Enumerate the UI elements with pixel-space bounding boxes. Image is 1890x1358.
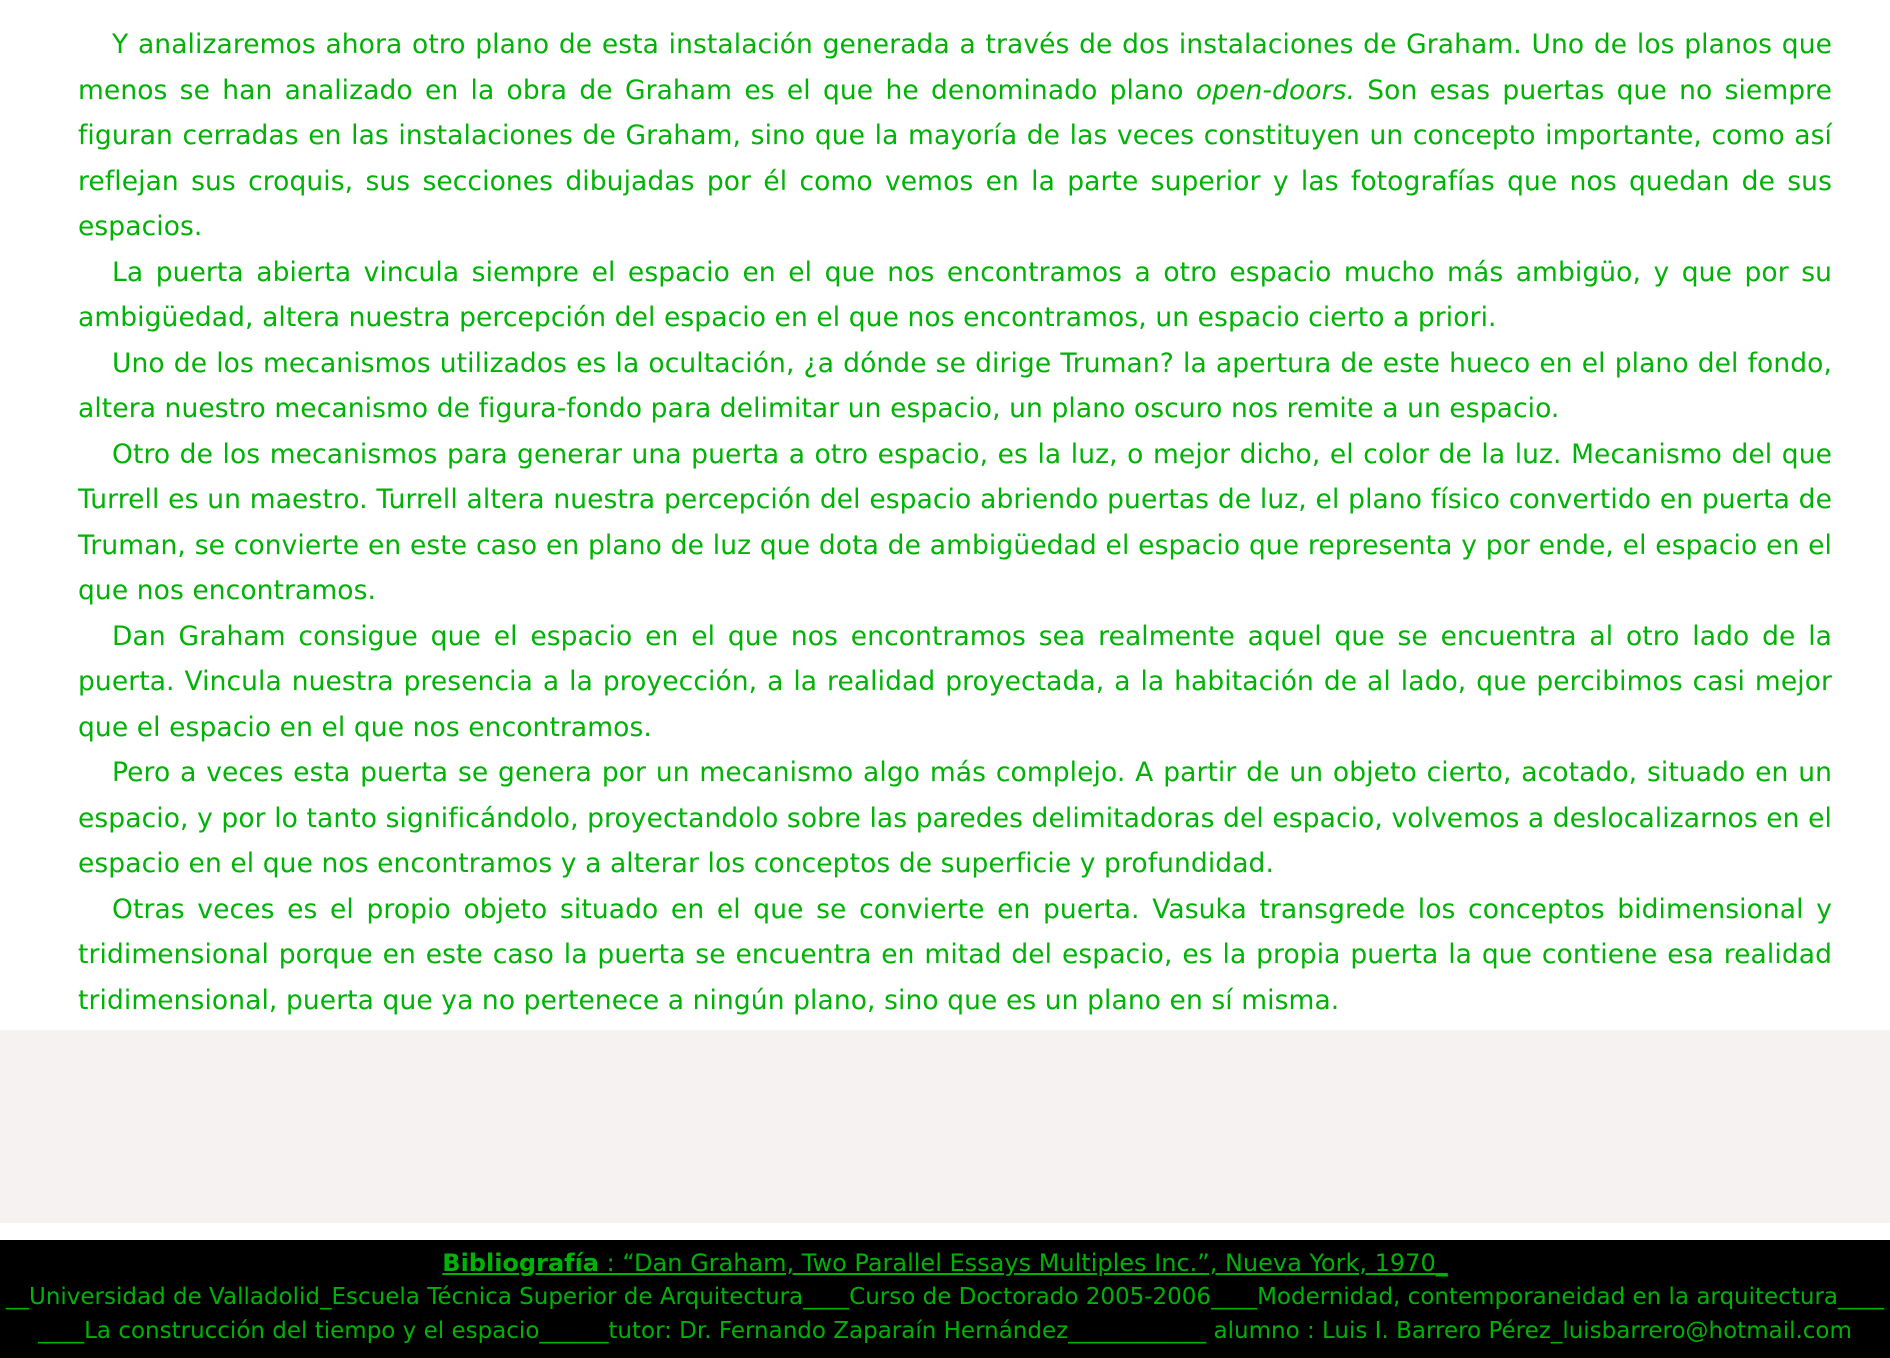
footer-institution-line: __Universidad de Valladolid_Escuela Técnica Superior de Arquitectura____Curso de Doctorado 2005-2006____Modernidad, contemporaneidad en la arquitectura____ xyxy=(5,1284,1884,1310)
footer-author-line: ____La construcción del tiempo y el espacio______tutor: Dr. Fernando Zaparaín Hernández____________ alumno : Luis I. Barrero Pérez_luisbarrero@hotmail.com xyxy=(38,1318,1852,1344)
paragraph-3: Uno de los mecanismos utilizados es la ocultación, ¿a dónde se dirige Truman? la apertura de este hueco en el plano del fondo, altera nuestro mecanismo de figura-fondo para delimitar un espacio, un plano oscuro nos remite a un espacio. xyxy=(78,347,1832,424)
footer-bibliography-rule: _ xyxy=(1435,1249,1448,1277)
page-tint-band xyxy=(0,1030,1890,1223)
paragraph-4: Otro de los mecanismos para generar una puerta a otro espacio, es la luz, o mejor dicho, el color de la luz. Mecanismo del que Turrell es un maestro. Turrell altera nuestra percepción del espacio abriendo puertas de luz, el plano físico convertido en puerta de Truman, se convierte en este caso en plano de luz que dota de ambigüedad el espacio que representa y por ende, el espacio en el que nos encontramos. xyxy=(78,438,1832,606)
footer-bibliography-text: : “Dan Graham, Two Parallel Essays Multiples Inc.”, Nueva York, 1970 xyxy=(599,1249,1436,1277)
footer-bibliography-line xyxy=(0,1246,1890,1280)
footer-bibliography-label: Bibliografía xyxy=(442,1249,599,1277)
paragraph-6: Pero a veces esta puerta se genera por un mecanismo algo más complejo. A partir de un objeto cierto, acotado, situado en un espacio, y por lo tanto significándolo, proyectandolo sobre las paredes delimitadoras del espacio, volvemos a deslocalizarnos en el espacio en el que nos encontramos y a alterar los conceptos de superficie y profundidad. xyxy=(78,757,1832,879)
paragraph-1-part-1: Y analizaremos ahora otro plano de esta instalación generada a través de dos instalaciones de Graham. Uno de los planos que menos se han analizado en la obra de Graham es el que he denominado plano xyxy=(78,29,1832,106)
paragraph-2: La puerta abierta vincula siempre el espacio en el que nos encontramos a otro espacio mucho más ambigüo, y que por su ambigüedad, altera nuestra percepción del espacio en el que nos encontramos, un espacio cierto a priori. xyxy=(78,256,1832,333)
paragraph-1-emphasis: open-doors. xyxy=(1195,74,1355,106)
paragraph-1-part-2: Son esas puertas que no siempre figuran cerradas en las instalaciones de Graham, sino que la mayoría de las veces constituyen un concepto importante, como así reflejan sus croquis, sus secciones dibujadas por él como vemos en la parte superior y las fotografías que nos quedan de sus espacios. xyxy=(78,74,1832,242)
paragraph-5: Dan Graham consigue que el espacio en el que nos encontramos sea realmente aquel que se encuentra al otro lado de la puerta. Vincula nuestra presencia a la proyección, a la realidad proyectada, a la habitación de al lado, que percibimos casi mejor que el espacio en el que nos encontramos. xyxy=(78,620,1832,743)
paragraph-1 xyxy=(78,22,1832,250)
page-footer xyxy=(0,1240,1890,1358)
paragraph-7: Otras veces es el propio objeto situado en el que se convierte en puerta. Vasuka transgrede los conceptos bidimensional y tridimensional porque en este caso la puerta se encuentra en mitad del espacio, es la propia puerta la que contiene esa realidad tridimensional, puerta que ya no pertenece a ningún plano, sino que es un plano en sí misma. xyxy=(78,893,1832,1016)
